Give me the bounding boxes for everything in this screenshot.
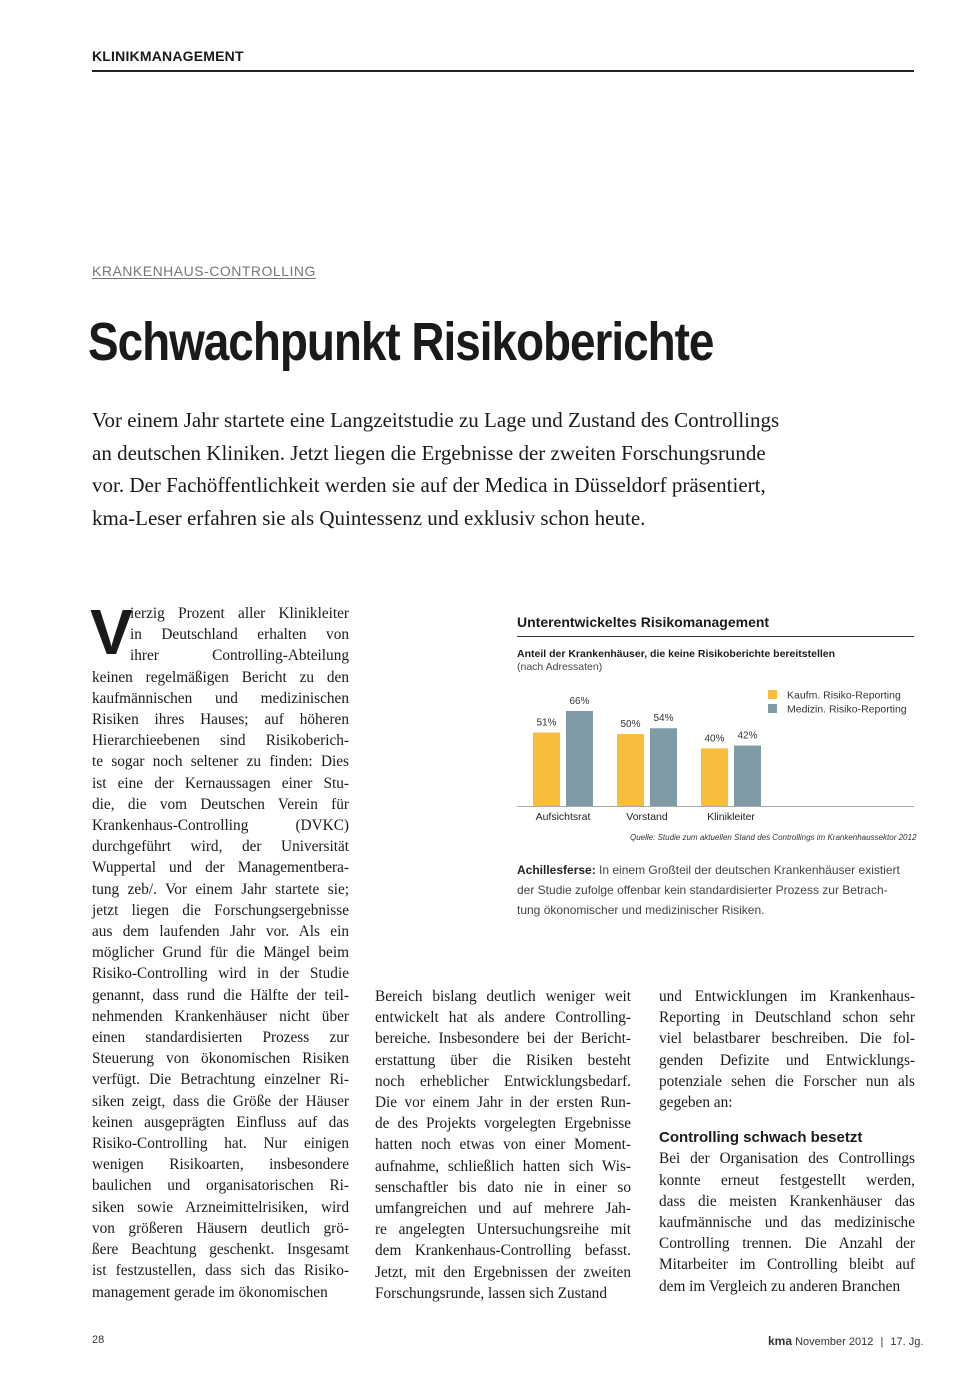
article-lead xyxy=(92,404,892,534)
header-rule xyxy=(92,70,914,72)
bar xyxy=(566,711,593,806)
body-line: verfügt. Die Betrachtung einzelner Ri- xyxy=(92,1071,349,1089)
footer-volume: 17. Jg. xyxy=(890,1336,924,1348)
bar-value-label: 66% xyxy=(569,695,590,707)
body-line: ierzig Prozent aller Klinikleiter xyxy=(130,605,349,622)
body-line: management gerade im ökonomischen xyxy=(92,1283,328,1301)
bar xyxy=(734,746,761,806)
body-line: potenziale sehen die Forscher nun als xyxy=(659,1072,915,1090)
body-line: jetzt liegen die Forschungsergebnisse xyxy=(92,901,349,919)
caption-line xyxy=(517,860,917,880)
chart-source: Quelle: Studie zum aktuellen Stand des Controllings im Krankenhaussektor 2012 xyxy=(630,833,917,842)
body-line: Reporting in Deutschland schon sehr xyxy=(659,1009,915,1027)
body-column-2 xyxy=(375,986,631,1304)
legend-label: Medizin. Risiko-Reporting xyxy=(787,703,907,716)
body-line: de des Projekts vorgelegten Ergebnisse xyxy=(375,1115,631,1133)
chart-caption xyxy=(517,860,917,920)
bar-chart xyxy=(505,680,920,830)
bar-value-label: 42% xyxy=(737,730,758,742)
body-line: einen standardisierten Prozess zur xyxy=(92,1029,349,1047)
body-line: hatten noch etwas von einer Moment- xyxy=(375,1136,631,1154)
body-line: entwickelt hat als andere Controlling- xyxy=(375,1009,631,1027)
body-line: gegeben an: xyxy=(659,1094,733,1112)
body-line: senschaftler bis dato nie in einer so xyxy=(375,1178,631,1196)
body-line: Hierarchieebenen sind Risikoberich- xyxy=(92,732,349,750)
body-line: und Entwicklungen im Krankenhaus- xyxy=(659,988,915,1005)
body-line: re angelegten Untersuchungsreihe mit xyxy=(375,1221,631,1239)
caption-line: der Studie zufolge offenbar kein standardisierter Prozess zur Betrach- xyxy=(517,883,888,897)
bar xyxy=(650,728,677,806)
lead-line: vor. Der Fachöffentlichkeit werden sie auf der Medica in Düsseldorf präsentiert, xyxy=(92,473,766,497)
body-line: Mitarbeiter im Controlling bleibt auf xyxy=(659,1256,915,1274)
body-line: kaufmännische und das medizinische xyxy=(659,1214,915,1232)
body-line: kaufmännischen und medizinischen xyxy=(92,689,349,707)
category-label: Aufsichtsrat xyxy=(535,811,591,823)
body-line: wenigen Risikoarten, insbesondere xyxy=(92,1156,349,1174)
footer-issue xyxy=(768,1334,923,1348)
bar-value-label: 54% xyxy=(653,713,674,725)
body-line: die, die vom Deutschen Verein für xyxy=(92,795,349,813)
body-line: Wuppertal und der Managementbera- xyxy=(92,859,349,877)
body-line: Krankenhaus-Controlling (DVKC) xyxy=(92,817,349,835)
body-line: ist eine der Kernaussagen einer Stu- xyxy=(92,774,349,792)
bar xyxy=(701,748,728,806)
section-header: KLINIKMANAGEMENT xyxy=(92,48,244,64)
body-line: genden Defizite und Entwicklungs- xyxy=(659,1051,915,1069)
body-line: te sogar noch seltener zu finden: Dies xyxy=(92,753,349,771)
chart-title: Unterentwickeltes Risikomanagement xyxy=(517,614,770,630)
body-line: baulichen und organisatorischen Ri- xyxy=(92,1177,349,1195)
lead-line: Vor einem Jahr startete eine Langzeitstudie zu Lage und Zustand des Controllings xyxy=(92,408,780,432)
caption-line: tung ökonomischer und medizinischer Risiken. xyxy=(517,903,765,917)
article-headline: Schwachpunkt Risikoberichte xyxy=(88,312,714,372)
body-line: möglicher Grund für die Mängel beim xyxy=(92,944,349,962)
body-line: Controlling trennen. Die Anzahl der xyxy=(659,1235,915,1253)
body-line: aufnahme, schließlich hatten sich Wis- xyxy=(375,1157,631,1175)
body-column-3 xyxy=(659,986,915,1297)
body-line: ihrer Controlling-Abteilung xyxy=(130,647,349,665)
body-line: durchgeführt wird, der Universität xyxy=(92,838,349,856)
body-line: noch erheblicher Entwicklungsbedarf. xyxy=(375,1072,631,1090)
body-line: Steuerung von ökonomischen Risiken xyxy=(92,1050,349,1068)
body-line: Risiko-Controlling wird in der Studie xyxy=(92,965,349,983)
body-line: Jetzt, mit den Ergebnissen der zweiten xyxy=(375,1263,631,1281)
body-line: in Deutschland erhalten von xyxy=(130,626,349,644)
caption-label: Achillesferse: xyxy=(517,863,596,877)
body-line: erstattung über die Risiken besteht xyxy=(375,1051,631,1069)
article-kicker: KRANKENHAUS-CONTROLLING xyxy=(92,263,316,279)
lead-line: an deutschen Kliniken. Jetzt liegen die Ergebnisse der zweiten Forschungsrunde xyxy=(92,440,766,465)
body-line: Die vor einem Jahr in der ersten Run- xyxy=(375,1094,631,1112)
body-line: bereiche. Insbesondere bei der Bericht- xyxy=(375,1030,631,1048)
body-line: dass die meisten Krankenhäuser das xyxy=(659,1192,915,1210)
body-line: viel belastbarer beschreiben. Die fol- xyxy=(659,1030,915,1048)
body-line: ßere Beachtung geschenkt. Insgesamt xyxy=(92,1241,349,1259)
body-line: von größeren Häusern deutlich grö- xyxy=(92,1219,349,1237)
legend-swatch xyxy=(768,704,777,713)
body-column-1 xyxy=(90,596,349,1303)
category-label: Vorstand xyxy=(626,811,668,823)
body-line: Forschungsrunde, lassen sich Zustand xyxy=(375,1284,607,1302)
footer-separator: | xyxy=(880,1336,884,1348)
lead-line: kma-Leser erfahren sie als Quintessenz und exklusiv schon heute. xyxy=(92,505,646,530)
body-line: dem Krankenhaus-Controlling befasst. xyxy=(375,1242,631,1260)
footer-issue-date: November 2012 xyxy=(795,1336,874,1348)
bar xyxy=(617,734,644,806)
chart-subtitle: Anteil der Krankenhäuser, die keine Risikoberichte bereitstellen xyxy=(517,648,836,660)
legend-label: Kaufm. Risiko-Reporting xyxy=(787,689,901,702)
body-line: siken zeigt, dass die Größe der Häuser xyxy=(92,1092,349,1110)
chart-subnote: (nach Adressaten) xyxy=(517,661,603,673)
body-line: dem im Vergleich zu anderen Branchen xyxy=(659,1277,901,1295)
body-line: Risiken ihres Hauses; auf höheren xyxy=(92,711,349,729)
body-line: konnte erneut festgestellt werden, xyxy=(659,1171,915,1189)
body-line: keinen ausgeprägten Einfluss auf das xyxy=(92,1113,349,1131)
body-line: Bei der Organisation des Controllings xyxy=(659,1150,915,1168)
drop-cap: V xyxy=(90,596,133,668)
body-line: ist festzustellen, dass sich das Risiko- xyxy=(92,1262,349,1280)
body-line: Bereich bislang deutlich weniger weit xyxy=(375,988,631,1005)
category-label: Klinikleiter xyxy=(707,811,755,823)
body-line: tung zeb/. Vor einem Jahr startete sie; xyxy=(92,880,349,898)
body-line: Risiko-Controlling hat. Nur einigen xyxy=(92,1135,349,1153)
section-subhead: Controlling schwach besetzt xyxy=(659,1129,863,1147)
body-line: nehmenden Krankenhäuser nicht über xyxy=(92,1007,349,1025)
body-line: siken sowie Arzneimittelrisiken, wird xyxy=(92,1198,349,1216)
chart-rule xyxy=(517,636,914,637)
body-line: umfangreichen und auf mehrere Jah- xyxy=(375,1200,631,1218)
page-number: 28 xyxy=(92,1334,105,1346)
legend-swatch xyxy=(768,690,777,699)
bar-value-label: 51% xyxy=(536,717,557,729)
bar xyxy=(533,733,560,806)
bar-value-label: 40% xyxy=(704,733,725,745)
footer-brand: kma xyxy=(768,1334,793,1348)
body-line: genannt, dass rund die Hälfte der teil- xyxy=(92,986,349,1004)
body-line: aus dem laufenden Jahr vor. Als ein xyxy=(92,923,349,941)
body-line: keinen regelmäßigen Bericht zu den xyxy=(92,668,349,686)
caption-text: In einem Großteil der deutschen Krankenhäuser existiert xyxy=(595,863,900,877)
bar-value-label: 50% xyxy=(620,719,641,730)
